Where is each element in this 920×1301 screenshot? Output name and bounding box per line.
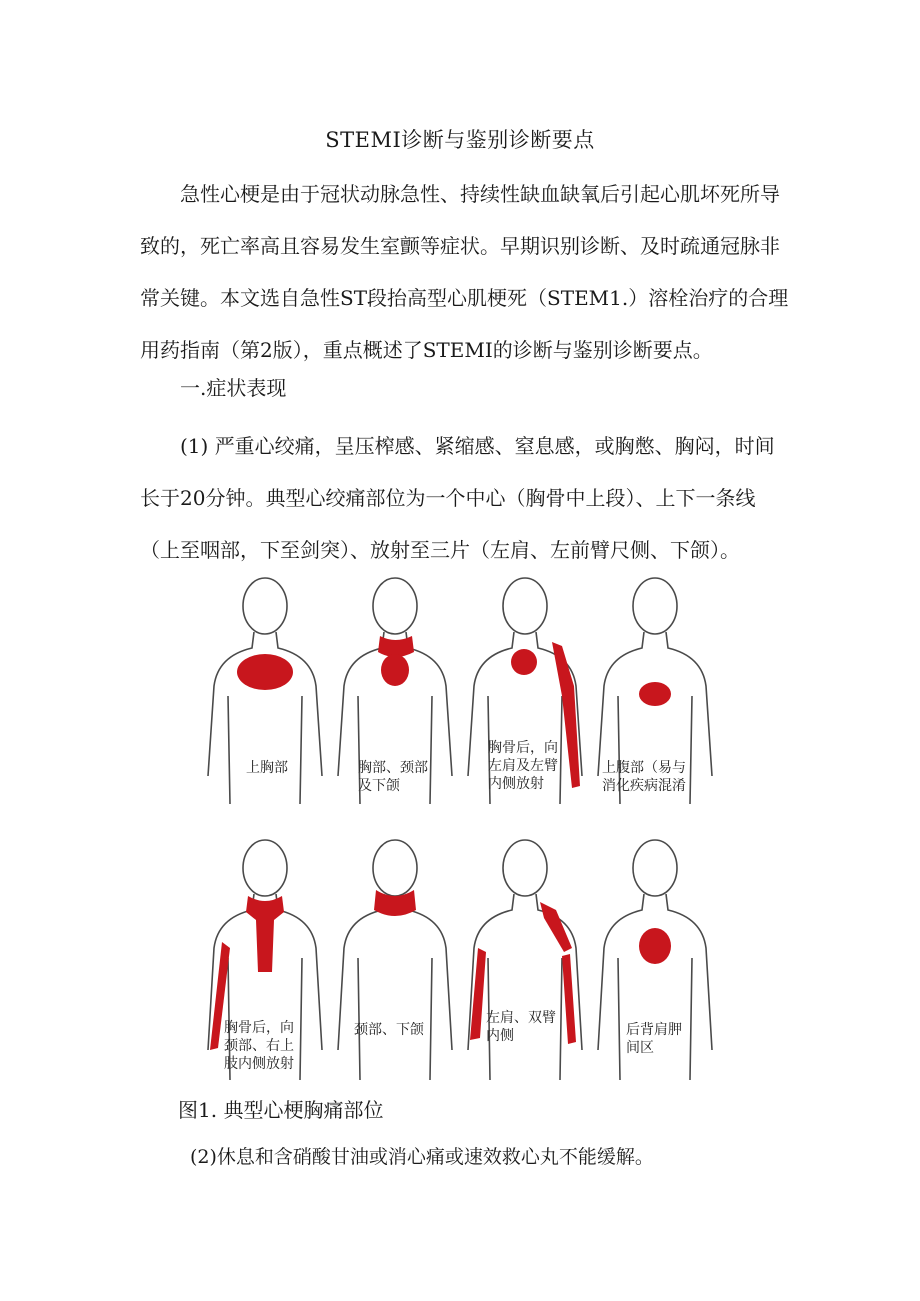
figure-label-line: 后背肩胛 (626, 1022, 682, 1038)
torso-figure (338, 840, 452, 1080)
pain-area-sternum-neck (246, 896, 284, 972)
figure-label-line: 颈部、下颌 (354, 1022, 424, 1038)
figure-label-line: 颈部、右上 (224, 1038, 294, 1054)
pain-area-upper-chest (237, 654, 293, 690)
symptom-item-1: (1) 严重心绞痛，呈压榨感、紧缩感、窒息感，或胸憋、胸闷，时间长于20分钟。典型心绞痛部位为一个中心（胸骨中上段）、上下一条线（上至咽部，下至剑突）、放射至三片（左肩、左前臂尺侧、下颌）。 (140, 434, 775, 562)
pain-area-back (639, 928, 671, 964)
figure-label-line: 上胸部 (246, 760, 288, 776)
figure-row-1-labels (246, 740, 686, 794)
figure-label-line: 消化疾病混淆 (602, 778, 686, 794)
label-2 (358, 760, 428, 794)
figure-label-line: 肢内侧放射 (224, 1056, 294, 1072)
label-1 (246, 760, 288, 776)
figure-label-line: 胸骨后，向 (488, 740, 558, 756)
figure-label-line: 左肩及左臂 (488, 758, 558, 774)
figure-row-1 (200, 576, 720, 804)
pain-area-neck-jaw (374, 890, 416, 916)
figure-label-line: 内侧放射 (488, 776, 544, 792)
pain-area-epigastric (639, 682, 671, 706)
intro-paragraph: 急性心梗是由于冠状动脉急性、持续性缺血缺氧后引起心肌坏死所导致的，死亡率高且容易发生室颤等症状。早期识别诊断、及时疏通冠脉非常关键。本文选自急性ST段抬高型心肌梗死（STEM1.）溶栓治疗的合理用药指南（第2版），重点概述了STEMI的诊断与鉴别诊断要点。 (140, 182, 789, 362)
label-5 (224, 1020, 294, 1072)
section-heading-symptoms: 一.症状表现 (180, 376, 287, 400)
pain-area-chest (381, 654, 409, 686)
figure-row-2 (200, 838, 720, 1080)
page-title: STEMI诊断与鉴别诊断要点 (325, 128, 595, 152)
label-8 (626, 1021, 682, 1056)
figure-label-line: 胸部、颈部 (358, 760, 428, 776)
figure-caption: 图1. 典型心梗胸痛部位 (178, 1098, 384, 1122)
label-4 (602, 760, 686, 794)
pain-area-neck (378, 636, 414, 657)
label-3 (488, 740, 558, 792)
symptom-item-2: (2)休息和含硝酸甘油或消心痛或速效救心丸不能缓解。 (190, 1146, 654, 1168)
label-7 (486, 1009, 556, 1044)
figure-label-line: 胸骨后，向 (224, 1020, 294, 1036)
figure-label-line: 间区 (626, 1040, 654, 1056)
figure-label-line: 上腹部（易与 (602, 760, 686, 776)
figure-label-line: 左肩、双臂 (486, 1010, 556, 1026)
label-6 (354, 1022, 424, 1038)
figure-label-line: 及下颌 (358, 778, 400, 794)
pain-area-sternum (511, 649, 537, 675)
figure-label-line: 内侧 (486, 1028, 514, 1044)
figure-row-2-labels (224, 1009, 682, 1072)
